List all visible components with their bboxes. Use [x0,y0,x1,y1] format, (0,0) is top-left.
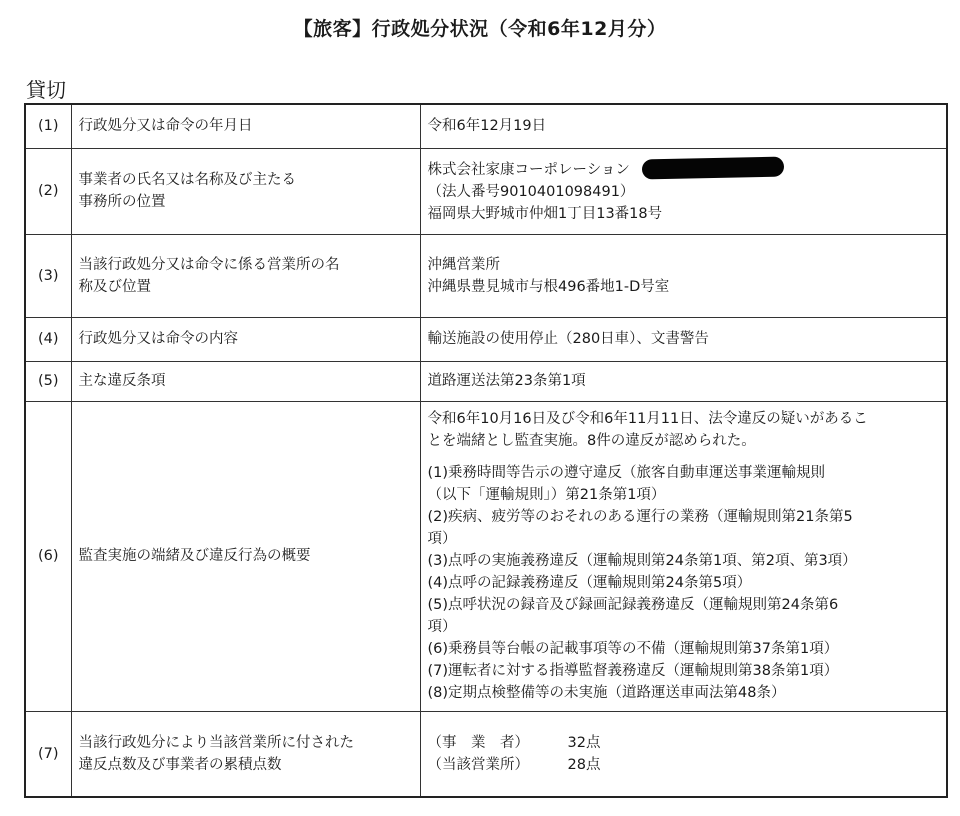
disposition-date: 令和6年12月19日 [427,118,547,135]
row-value [420,234,947,317]
office-name: 沖縄営業所 [427,256,500,273]
label-line: 事務所の位置 [78,194,166,210]
violation-item: (1)乗務時間等告示の遵守違反（旅客自動車運送事業運輸規則 [427,465,826,481]
score-row [428,754,940,776]
score-value: 32点 [567,734,601,751]
audit-intro-line: とを端緒とし監査実施。8件の違反が認められた。 [427,433,756,449]
row-number: (6) [25,401,71,711]
violation-item: (5)点呼状況の録音及び録画記録義務違反（運輸規則第24条第6 [427,597,839,613]
row-value [420,401,947,711]
corporate-number: （法人番号9010401098491） [427,183,635,200]
row-label [71,104,420,148]
section-title: 貸切 [26,78,66,102]
spacer [428,452,940,462]
label-line: 違反点数及び事業者の累積点数 [78,756,282,773]
row-label [71,234,420,317]
row-value [420,317,947,361]
row-number: (2) [25,148,71,234]
label-line: 事業者の氏名又は名称及び主たる [78,172,296,188]
violation-item: (7)運転者に対する指導監督義務違反（運輸規則第38条第1項） [427,663,839,679]
company-name: 株式会社家康コーポレーション [427,161,630,178]
score-value: 28点 [567,756,601,773]
row-number: (7) [25,711,71,797]
row-value [420,104,947,148]
row-label [71,401,420,711]
violation-item: 項） [427,619,457,635]
row-number: (1) [25,104,71,148]
violation-item: (3)点呼の実施義務違反（運輸規則第24条第1項、第2項、第3項） [427,553,857,569]
table-row [25,401,947,711]
violation-item: (6)乗務員等台帳の記載事項等の不備（運輸規則第37条第1項） [427,641,839,657]
row-label [71,711,420,797]
score-label: （当該営業所） [427,756,529,773]
redaction-mark [642,156,784,179]
disposition-table [24,103,948,798]
violation-item: (8)定期点検整備等の未実施（道路運送車両法第48条） [427,685,786,701]
label-line: 行政処分又は命令の年月日 [78,118,253,135]
row-number: (3) [25,234,71,317]
label-line: 監査実施の端緒及び違反行為の概要 [78,548,311,564]
label-line: 当該行政処分又は命令に係る営業所の名 [78,256,340,273]
label-line: 行政処分又は命令の内容 [78,331,238,347]
table-row [25,148,947,234]
violated-article: 道路運送法第23条第1項 [427,373,586,389]
row-number: (5) [25,361,71,401]
row-label [71,317,420,361]
head-office-address: 福岡県大野城市仲畑1丁目13番18号 [427,205,663,222]
table-row [25,711,947,797]
table-row [25,317,947,361]
violation-item: (4)点呼の記録義務違反（運輸規則第24条第5項） [427,575,752,591]
label-line: 称及び位置 [78,278,151,295]
violation-item: (2)疾病、疲労等のおそれのある運行の業務（運輸規則第21条第5 [427,509,853,525]
row-value [420,711,947,797]
disposition-content: 輸送施設の使用停止（280日車）、文書警告 [427,331,709,347]
office-address: 沖縄県豊見城市与根496番地1-D号室 [427,278,670,295]
row-value [420,148,947,234]
company-name-line [428,158,940,181]
row-label [71,148,420,234]
score-label: （事 業 者） [427,734,529,751]
table-row [25,104,947,148]
row-number: (4) [25,317,71,361]
row-label [71,361,420,401]
label-line: 当該行政処分により当該営業所に付された [78,734,354,751]
audit-intro-line: 令和6年10月16日及び令和6年11月11日、法令違反の疑いがあるこ [427,411,868,427]
label-line: 主な違反条項 [78,373,166,389]
table-row [25,234,947,317]
score-row [428,732,940,754]
table-row [25,361,947,401]
violation-item: （以下「運輸規則」）第21条第1項） [427,487,666,503]
document-title: 【旅客】行政処分状況（令和6年12月分） [293,18,667,40]
violation-item: 項） [427,531,457,547]
row-value [420,361,947,401]
